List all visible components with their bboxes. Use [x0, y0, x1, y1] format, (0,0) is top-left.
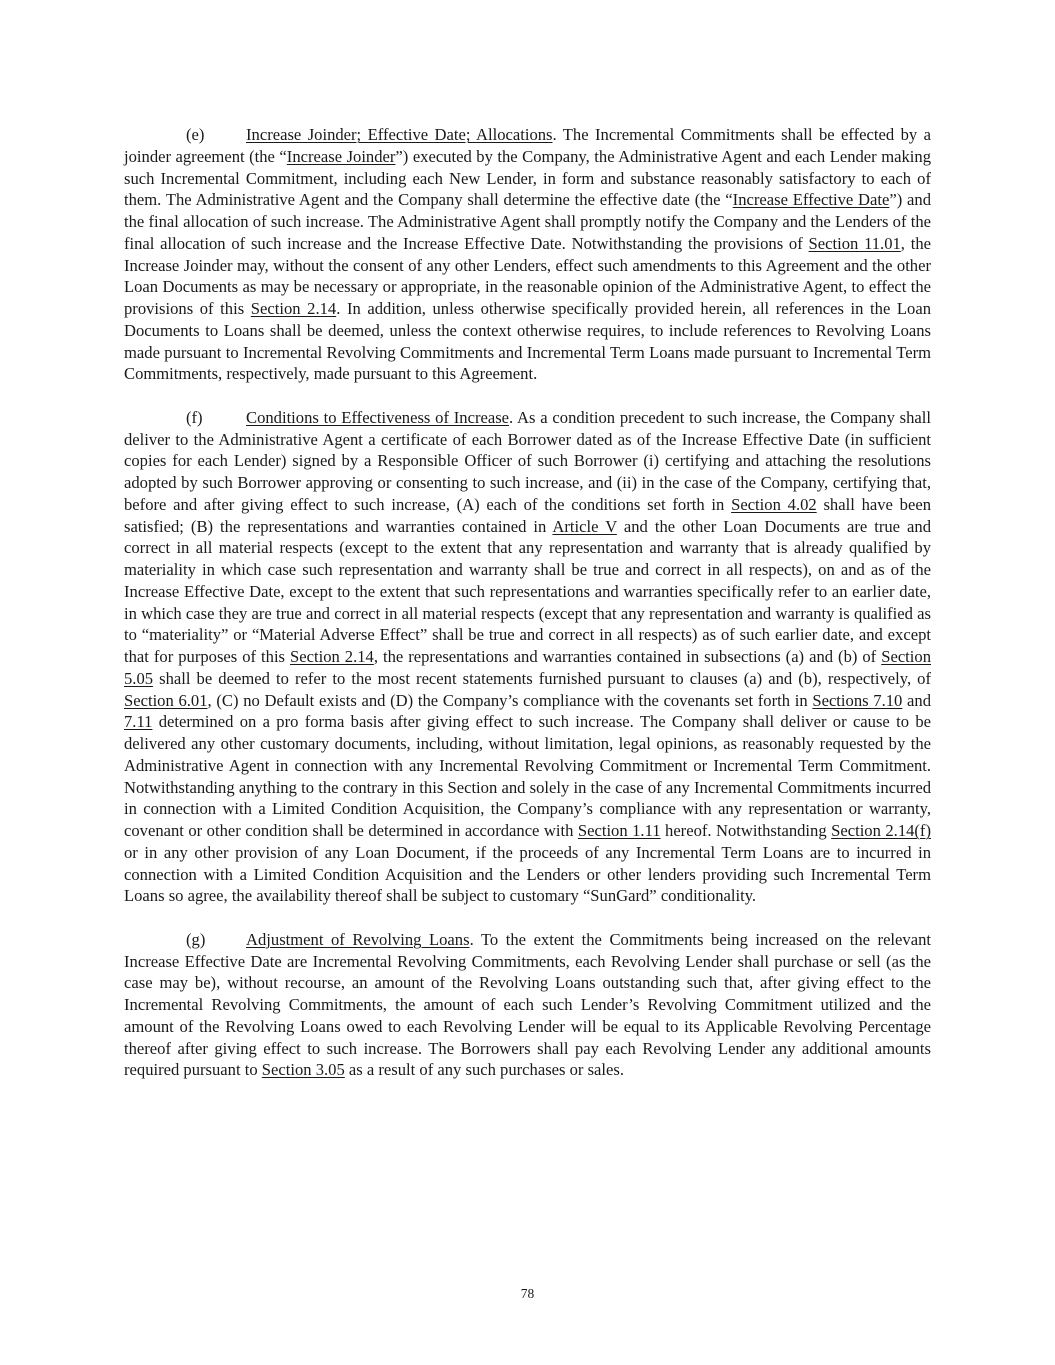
- text-segment: . In addition, unless otherwise specifically provided herein, all references in the Loan Documents to Loans shall be deemed, unless the context otherwise requires, to include references to Revolving Loans made pursuant to Incremental Revolving Commitments and Incremental Term Loans made pursuant to Incremental Term Commitments, respectively, made pursuant to this Agreement.: [124, 299, 932, 384]
- text-segment: determined on a pro forma basis after giving effect to such increase. The Company shall deliver or cause to be delivered any other customary documents, including, without limitation, legal opinions, as reasonably requested by the Administrative Agent in connection with any Incremental Revolving Commitment or Incremental Term Commitment. Notwithstanding anything to the contrary in this Section and solely in the case of any Incremental Commitments incurred in connection with a Limited Condition Acquisition, the Company’s compliance with any representation or warranty, covenant or other condition shall be determined in accordance with: [124, 712, 931, 840]
- text-segment: ”) and the final allocation of such increase. The Administrative Agent shall promptly notify the Company and the Lenders of the final allocation of such increase and the Increase Effective Date. Notwithstanding the provisions of: [124, 190, 932, 253]
- text-segment: , (C) no Default exists and (D) the Company’s compliance with the covenants set forth in: [207, 690, 813, 710]
- text-segment: or in any other provision of any Loan Document, if the proceeds of any Incremental Term Loans are to incurred in connection with a Limited Condition Acquisition and the Lenders or other lenders providing such Incremental Term Loans so agree, the availability thereof shall be subject to customary “SunGard” conditionality.: [124, 842, 931, 906]
- paragraph-g: [124, 929, 931, 1081]
- section-reference: Sections 7.10: [812, 690, 903, 710]
- defined-term: Increase Effective Date: [732, 190, 890, 210]
- section-reference: Section 2.14: [250, 299, 337, 318]
- section-reference: 7.11: [124, 712, 153, 732]
- defined-term: Increase Joinder: [286, 146, 396, 166]
- paragraph-heading: Adjustment of Revolving Loans: [246, 929, 470, 949]
- section-reference: Section 3.05: [261, 1060, 345, 1080]
- text-segment: and the other Loan Documents are true and correct in all material respects (except to the extent that any representation and warranty that is already qualified by materiality in which case such representation and warranty shall be true and correct in all respects), on and as of the Increase Effective Date, except to the extent that such representations and warranties specifically refer to an earlier date, in which case they are true and correct in all material respects (except that any representation and warranty is qualified as to “materiality” or “Material Adverse Effect” shall be true and correct in all respects) as of such earlier date, and except that for purposes of this: [124, 516, 931, 666]
- text-segment: , the Increase Joinder may, without the consent of any other Lenders, effect such amendments to this Agreement and the other Loan Documents as may be necessary or appropriate, in the reasonable opinion of the Administrative Agent, to effect the provisions of this: [124, 233, 931, 318]
- paragraph-f: [124, 407, 931, 907]
- text-segment: . As a condition precedent to such increase, the Company shall deliver to the Administrative Agent a certificate of each Borrower dated as of the Increase Effective Date (in sufficient copies for each Lender) signed by a Responsible Officer of such Borrower (i) certifying and attaching the resolutions adopted by such Borrower approving or consenting to such increase, and (ii) in the case of the Company, certifying that, before and after giving effect to such increase, (A) each of the conditions set forth in: [124, 407, 931, 514]
- document-page: [124, 124, 931, 1103]
- paragraph-label: (f): [186, 407, 203, 427]
- section-reference: Section 5.05: [124, 647, 931, 688]
- text-segment: . The Incremental Commitments shall be effected by a joinder agreement (the “: [124, 125, 931, 166]
- section-reference: Section 6.01: [124, 690, 208, 710]
- text-segment: ”) executed by the Company, the Administrative Agent and each Lender making such Incremental Commitment, including each New Lender, in form and substance reasonably satisfactory to each of them. The Administrative Agent and the Company shall determine the effective date (the “: [124, 146, 931, 210]
- section-reference: Section 11.01: [808, 233, 901, 253]
- section-reference: Section 4.02: [731, 494, 817, 514]
- text-segment: shall have been satisfied; (B) the representations and warranties contained in: [124, 494, 932, 536]
- paragraph-label: (e): [186, 125, 205, 144]
- page-number: 78: [520, 1286, 535, 1301]
- section-reference: Section 2.14: [290, 647, 374, 666]
- text-segment: . To the extent the Commitments being increased on the relevant Increase Effective Date are Incremental Revolving Commitments, each Revolving Lender shall purchase or sell (as the case may be), without recourse, an amount of the Revolving Loans outstanding such that, after giving effect to the Incremental Revolving Commitments, the amount of each such Lender’s Revolving Commitment utilized and the amount of the Revolving Loans owed to each Revolving Lender will be equal to its Applicable Revolving Percentage thereof after giving effect to such increase. The Borrowers shall pay each Revolving Lender any additional amounts required pursuant to: [124, 929, 931, 1080]
- paragraph-e: [124, 124, 931, 385]
- section-reference: Article V: [552, 516, 617, 536]
- paragraph-heading: Increase Joinder; Effective Date; Allocations: [246, 125, 553, 144]
- text-segment: as a result of any such purchases or sales.: [344, 1060, 625, 1080]
- text-segment: and: [902, 690, 931, 710]
- section-reference: Section 2.14(f): [831, 821, 931, 840]
- paragraph-label: (g): [186, 929, 206, 949]
- section-reference: Section 1.11: [577, 821, 661, 840]
- text-segment: shall be deemed to refer to the most recent statements furnished pursuant to clauses (a) and (b), respectively, of: [153, 668, 931, 688]
- text-segment: hereof. Notwithstanding: [660, 821, 832, 840]
- text-segment: , the representations and warranties contained in subsections (a) and (b) of: [373, 647, 882, 666]
- paragraph-heading: Conditions to Effectiveness of Increase: [246, 407, 510, 427]
